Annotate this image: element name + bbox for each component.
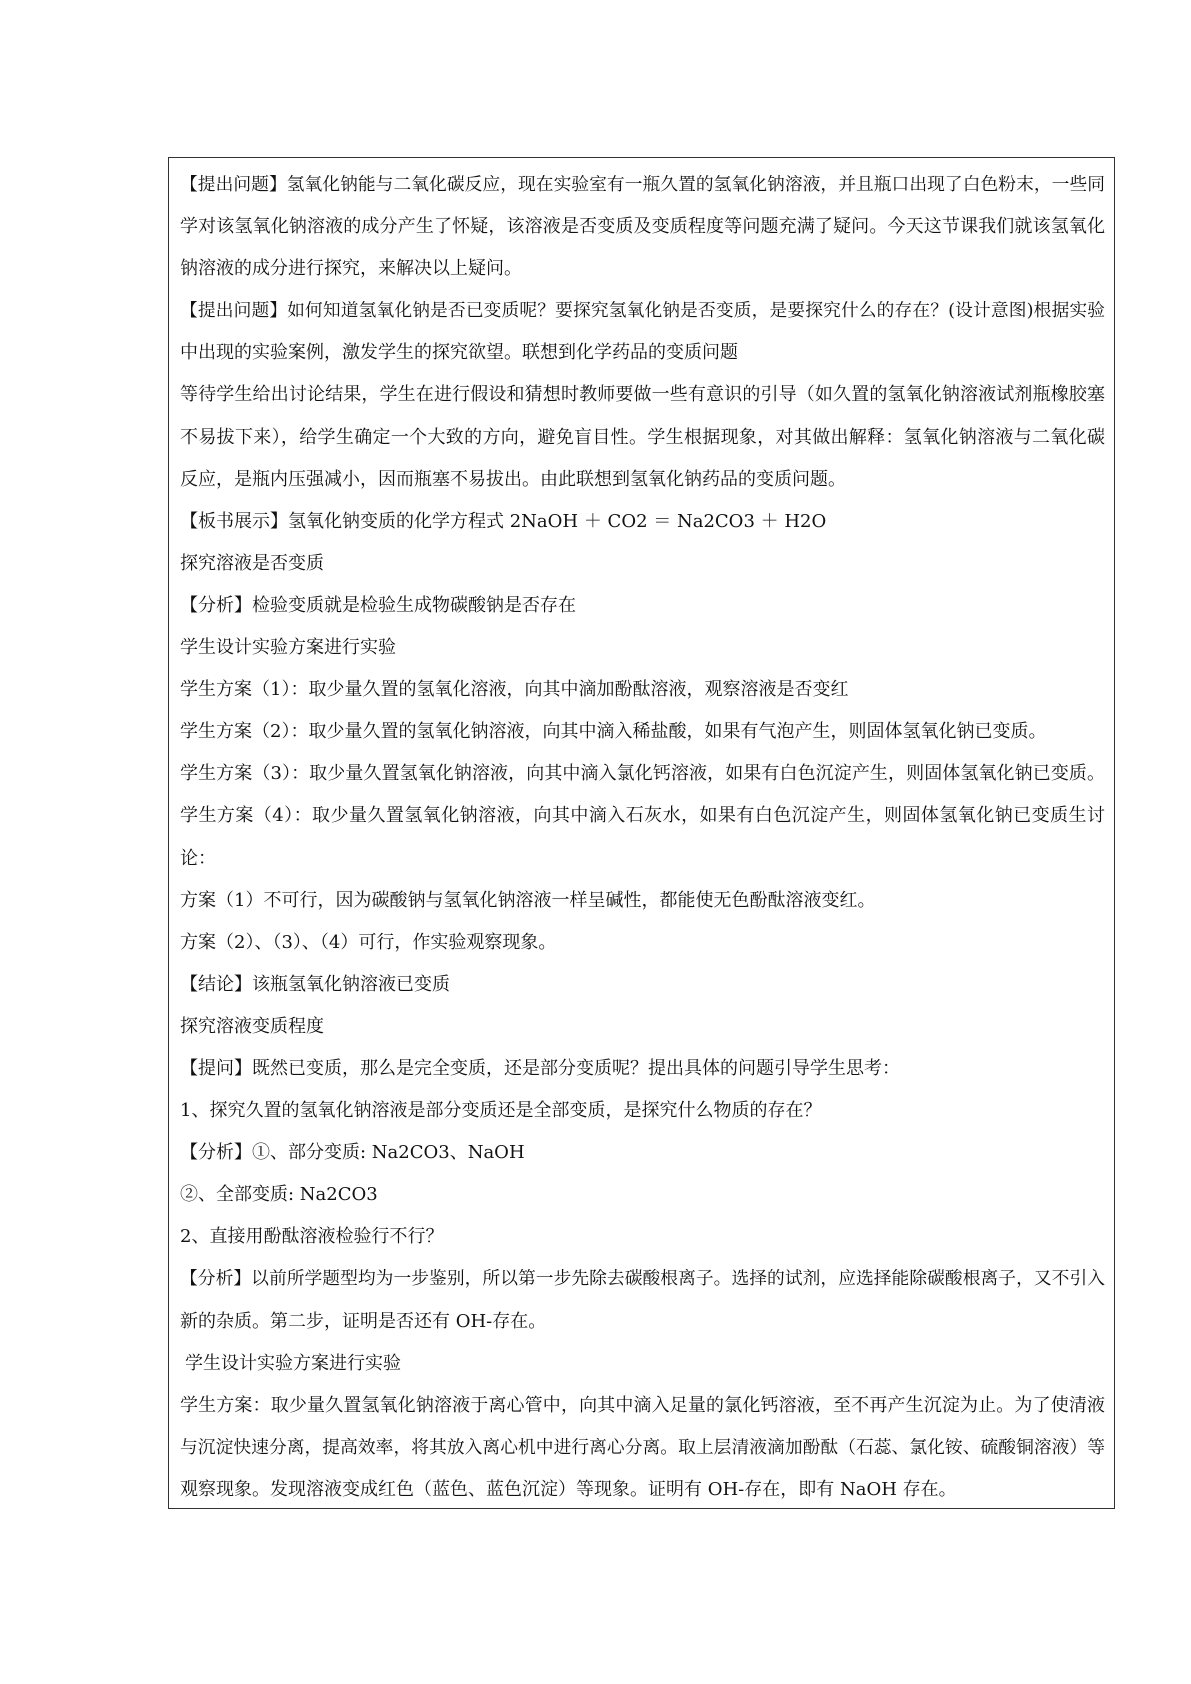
text-line: 不易拔下来），给学生确定一个大致的方向，避免盲目性。学生根据现象，对其做出解释：氢氧化钠溶液与二氧化碳 (180, 426, 1105, 448)
text-line: 与沉淀快速分离，提高效率，将其放入离心机中进行离心分离。取上层清液滴加酚酞（石蕊、氯化铵、硫酸铜溶液）等 (180, 1437, 1105, 1458)
text-line: 钠溶液的成分进行探究，来解决以上疑问。 (180, 258, 522, 280)
text-line: 学生方案（3）：取少量久置氢氧化钠溶液，向其中滴入氯化钙溶液，如果有白色沉淀产生，则固体氢氧化钠已变质。 (180, 763, 1105, 785)
text-line: 【分析】以前所学题型均为一步鉴别，所以第一步先除去碳酸根离子。选择的试剂，应选择能除碳酸根离子，又不引入 (180, 1269, 1105, 1290)
text-line: 方案（1）不可行，因为碳酸钠与氢氧化钠溶液一样呈碱性，都能使无色酚酞溶液变红。 (180, 889, 876, 911)
text-line: 【结论】该瓶氢氧化钠溶液已变质 (180, 973, 450, 995)
text-line: 论： (180, 847, 216, 869)
text-line: 方案（2）、（3）、（4）可行，作实验观察现象。 (180, 931, 557, 953)
lesson-plan-body (180, 164, 1105, 1511)
text-line: 2、直接用酚酞溶液检验行不行？ (180, 1226, 444, 1248)
text-line: 探究溶液是否变质 (180, 552, 324, 574)
text-line: 【提出问题】如何知道氢氧化钠是否已变质呢？要探究氢氧化钠是否变质，是要探究什么的存在？(设计意图)根据实验 (180, 301, 1105, 322)
text-line: ②、全部变质: Na2CO3 (180, 1184, 378, 1206)
text-line: 观察现象。发现溶液变成红色（蓝色、蓝色沉淀）等现象。证明有 OH-存在，即有 NaOH 存在。 (180, 1478, 957, 1500)
text-line: 【分析】①、部分变质: Na2CO3、NaOH (180, 1142, 525, 1164)
text-line: 【提出问题】氢氧化钠能与二氧化碳反应，现在实验室有一瓶久置的氢氧化钠溶液，并且瓶口出现了白色粉末，一些同 (180, 175, 1105, 195)
text-line: 学生方案（4）：取少量久置氢氧化钠溶液，向其中滴入石灰水，如果有白色沉淀产生，则固体氢氧化钠已变质生讨 (180, 805, 1105, 827)
text-line: 学生方案（2）：取少量久置的氢氧化钠溶液，向其中滴入稀盐酸，如果有气泡产生，则固体氢氧化钠已变质。 (180, 721, 1047, 743)
text-line: 探究溶液变质程度 (180, 1015, 324, 1037)
text-line: 新的杂质。第二步，证明是否还有 OH-存在。 (180, 1310, 547, 1332)
text-line: 【分析】检验变质就是检验生成物碳酸钠是否存在 (180, 594, 576, 616)
text-line: 1、探究久置的氢氧化钠溶液是部分变质还是全部变质，是探究什么物质的存在？ (180, 1100, 822, 1122)
text-line: 学对该氢氧化钠溶液的成分产生了怀疑，该溶液是否变质及变质程度等问题充满了疑问。今天这节课我们就该氢氧化 (180, 216, 1105, 238)
text-line: 反应，是瓶内压强减小，因而瓶塞不易拔出。由此联想到氢氧化钠药品的变质问题。 (180, 468, 846, 490)
text-line: 【提问】既然已变质，那么是完全变质，还是部分变质呢？提出具体的问题引导学生思考： (180, 1057, 900, 1079)
text-line: 【板书展示】氢氧化钠变质的化学方程式 2NaOH ＋ CO2 ＝ Na2CO3 ＋ H2O (180, 510, 827, 532)
text-line: 学生方案：取少量久置氢氧化钠溶液于离心管中，向其中滴入足量的氯化钙溶液，至不再产生沉淀为止。为了使清液 (180, 1394, 1105, 1416)
text-line: 学生设计实验方案进行实验 (180, 637, 396, 659)
text-line: 学生设计实验方案进行实验 (185, 1352, 401, 1374)
text-line: 学生方案（1）：取少量久置的氢氧化溶液，向其中滴加酚酞溶液，观察溶液是否变红 (180, 679, 849, 701)
text-line: 中出现的实验案例，激发学生的探究欲望。联想到化学药品的变质问题 (180, 342, 738, 364)
text-line: 等待学生给出讨论结果，学生在进行假设和猜想时教师要做一些有意识的引导（如久置的氢氧化钠溶液试剂瓶橡胶塞 (180, 384, 1105, 406)
